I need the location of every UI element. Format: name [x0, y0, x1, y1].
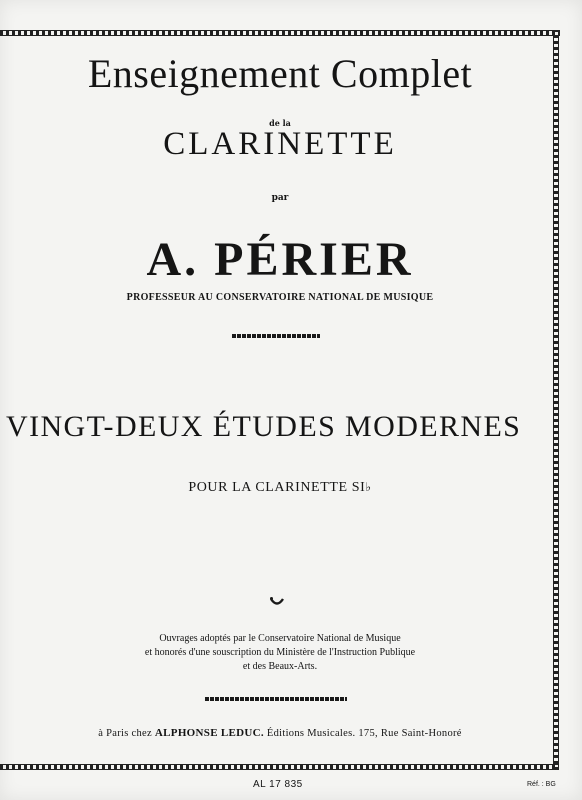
catalog-code: AL 17 835	[253, 779, 303, 790]
instrument-title: CLARINETTE	[163, 126, 397, 162]
series-title: Enseignement Complet	[87, 51, 473, 96]
par-text: par	[271, 193, 289, 203]
adoption-notice	[0, 632, 560, 674]
work-title: VINGT-DEUX ÉTUDES MODERNES	[6, 410, 522, 443]
de-la-text: de la	[269, 118, 291, 128]
dotted-border-top	[0, 30, 560, 36]
adoption-line: et honorés d'une souscription du Ministère de l'Instruction Publique	[144, 647, 416, 658]
ornament-flourish-icon	[270, 596, 284, 606]
author-title: PROFESSEUR AU CONSERVATOIRE NATIONAL DE MUSIQUE	[126, 292, 434, 303]
ornament-divider-top	[232, 334, 320, 338]
publisher-line	[0, 727, 560, 739]
ornament-divider-bottom	[205, 697, 347, 701]
reference-code: Réf. : BG	[527, 781, 556, 788]
work-subtitle	[0, 480, 560, 496]
publisher-address: Éditions Musicales. 175, Rue Saint-Honoré	[266, 728, 462, 739]
author-name: A. PÉRIER	[146, 233, 414, 286]
dotted-border-bottom	[0, 764, 559, 770]
flat-sign: ♭	[365, 480, 372, 494]
publisher-prefix: à Paris chez	[98, 728, 152, 739]
publisher-name: ALPHONSE LEDUC.	[154, 727, 264, 739]
adoption-line: Ouvrages adoptés par le Conservatoire National de Musique	[159, 633, 401, 644]
subtitle-text: POUR LA CLARINETTE SI	[188, 480, 366, 495]
adoption-line: et des Beaux-Arts.	[242, 661, 318, 672]
